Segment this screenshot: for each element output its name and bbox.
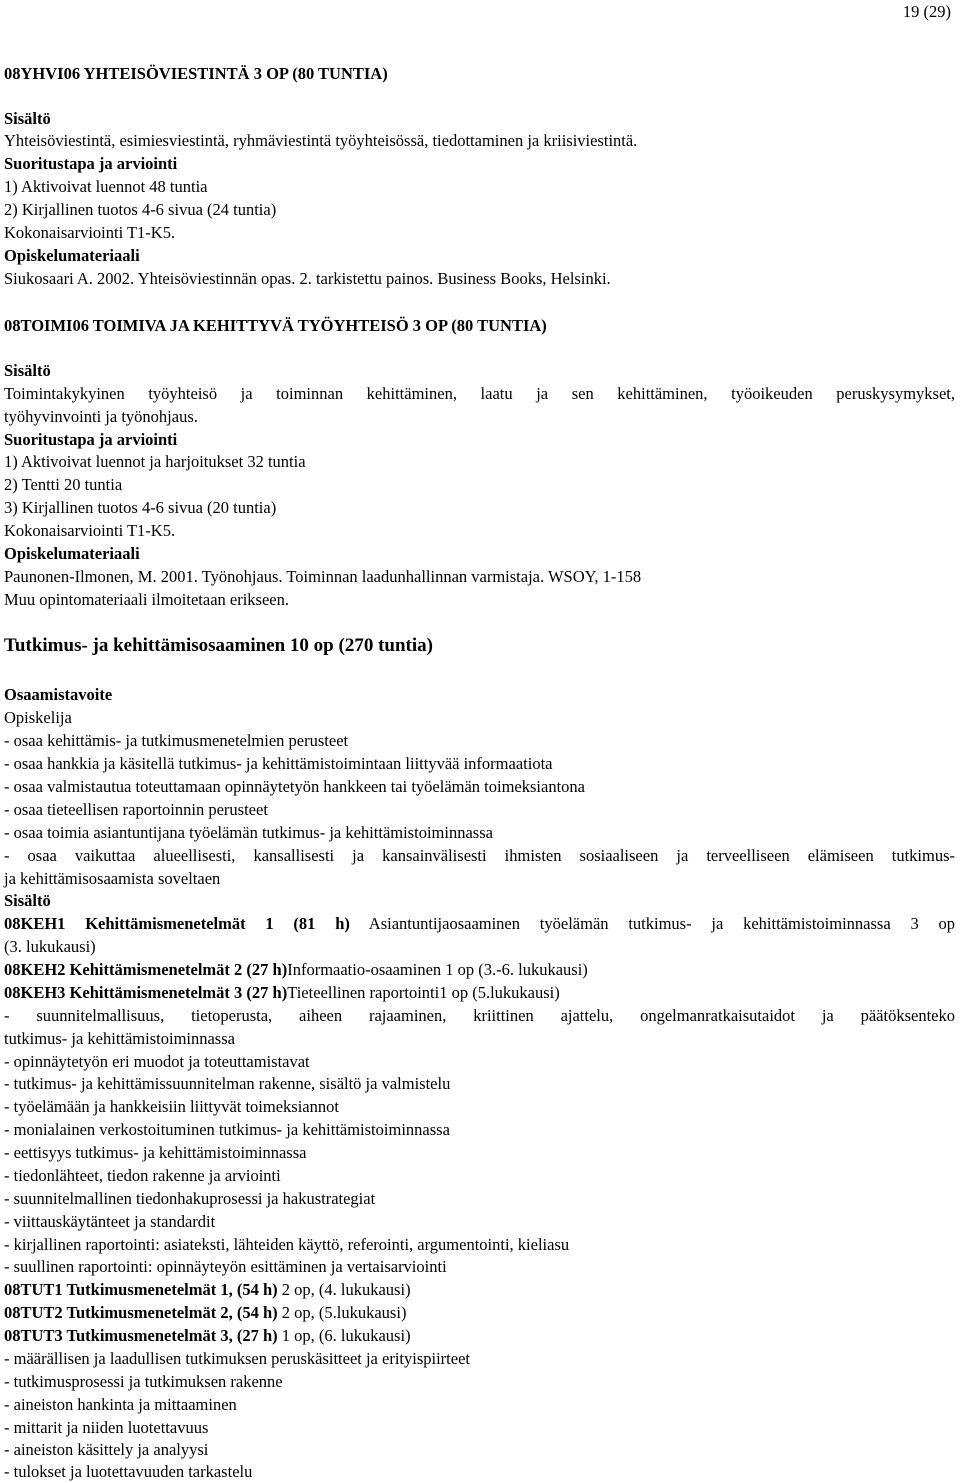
method-item: 2) Kirjallinen tuotos 4-6 sivua (24 tuntia) xyxy=(4,200,277,219)
goal-item: - osaa tieteellisen raportoinnin perusteet xyxy=(4,800,268,819)
goal-item: - osaa toimia asiantuntijana työelämän tutkimus- ja kehittämistoiminnassa xyxy=(4,823,493,842)
course-desc: 1 op, (6. lukukausi) xyxy=(277,1326,411,1345)
tut-item: - tulokset ja luotettavuuden tarkastelu xyxy=(4,1462,253,1481)
keh-item: - tiedonlähteet, tiedon rakenne ja arviointi xyxy=(4,1166,281,1185)
goal-item: - osaa hankkia ja käsitellä tutkimus- ja kehittämistoimintaan liittyvää informaatiota xyxy=(4,754,553,773)
course-code: 08KEH3 Kehittämismenetelmät 3 (27 h) xyxy=(4,983,288,1002)
keh-item: - tutkimus- ja kehittämissuunnitelman rakenne, sisältö ja valmistelu xyxy=(4,1074,451,1093)
course-code: 08KEH1 Kehittämismenetelmät 1 (81 h) xyxy=(4,914,350,933)
method-heading: Suoritustapa ja arviointi xyxy=(4,154,178,173)
tut-item: - määrällisen ja laadullisen tutkimuksen peruskäsitteet ja erityispiirteet xyxy=(4,1349,470,1368)
goal-item-cont: ja kehittämisosaamista soveltaen xyxy=(4,869,221,888)
course-code: 08TUT2 Tutkimusmenetelmät 2, (54 h) xyxy=(4,1303,278,1322)
content-text: Toimintakykyinen työyhteisö ja toiminnan kehittäminen, laatu ja sen kehittäminen, työoikeuden peruskysymykset, xyxy=(4,384,955,403)
goal-item: - osaa kehittämis- ja tutkimusmenetelmien perusteet xyxy=(4,731,349,750)
course-code: 08KEH2 Kehittämismenetelmät 2 (27 h) xyxy=(4,960,288,979)
keh-item: - eettisyys tutkimus- ja kehittämistoiminnassa xyxy=(4,1143,307,1162)
method-item: 1) Aktivoivat luennot 48 tuntia xyxy=(4,177,208,196)
course-keh1 xyxy=(4,913,955,935)
content-text: Yhteisöviestintä, esimiesviestintä, ryhmäviestintä työyhteisössä, tiedottaminen ja kriisiviestintä. xyxy=(4,131,638,150)
method-item: Kokonaisarviointi T1-K5. xyxy=(4,521,176,540)
content-text-cont: työhyvinvointi ja työnohjaus. xyxy=(4,407,198,426)
course-desc: 2 op, (4. lukukausi) xyxy=(277,1280,411,1299)
method-item: 1) Aktivoivat luennot ja harjoitukset 32 tuntia xyxy=(4,452,306,471)
keh-item: - suullinen raportointi: opinnäyteyön esittäminen ja vertaisarviointi xyxy=(4,1257,447,1276)
keh-item: - suunnitelmallinen tiedonhakuprosessi ja hakustrategiat xyxy=(4,1189,376,1208)
content-heading: Sisältö xyxy=(4,109,51,128)
keh-item: - suunnitelmallisuus, tietoperusta, aiheen rajaaminen, kriittinen ajattelu, ongelmanratkaisutaidot ja päätöksenteko xyxy=(4,1006,955,1025)
goal-item: - osaa vaikuttaa alueellisesti, kansallisesti ja kansainvälisesti ihmisten sosiaaliseen ja terveelliseen elämiseen tutkimus- xyxy=(4,846,955,865)
material-item: Siukosaari A. 2002. Yhteisöviestinnän opas. 2. tarkistettu painos. Business Books, Helsinki. xyxy=(4,269,611,288)
material-item: Paunonen-Ilmonen, M. 2001. Työnohjaus. Toiminnan laadunhallinnan varmistaja. WSOY, 1-158 xyxy=(4,567,642,586)
course-keh2 xyxy=(4,959,588,981)
material-heading: Opiskelumateriaali xyxy=(4,544,140,563)
keh-item: - viittauskäytänteet ja standardit xyxy=(4,1212,216,1231)
learner-label: Opiskelija xyxy=(4,708,72,727)
course-desc: Tieteellinen raportointi1 op (5.lukukausi) xyxy=(287,983,560,1002)
method-item: 2) Tentti 20 tuntia xyxy=(4,475,123,494)
section-title-tk: Tutkimus- ja kehittämisosaaminen 10 op (270 tuntia) xyxy=(4,635,433,656)
course-code: 08TUT3 Tutkimusmenetelmät 3, (27 h) xyxy=(4,1326,278,1345)
course-code: 08TUT1 Tutkimusmenetelmät 1, (54 h) xyxy=(4,1280,278,1299)
course-keh1-cont: (3. lukukausi) xyxy=(4,937,96,956)
course-tut2 xyxy=(4,1302,406,1324)
tut-item: - aineiston käsittely ja analyysi xyxy=(4,1440,209,1459)
material-heading: Opiskelumateriaali xyxy=(4,246,140,265)
goal-heading: Osaamistavoite xyxy=(4,685,113,704)
method-item: Kokonaisarviointi T1-K5. xyxy=(4,223,176,242)
course-keh3 xyxy=(4,982,560,1004)
method-heading: Suoritustapa ja arviointi xyxy=(4,430,178,449)
section-title-toimi06: 08TOIMI06 TOIMIVA JA KEHITTYVÄ TYÖYHTEISÖ 3 OP (80 TUNTIA) xyxy=(4,316,547,335)
course-desc: Informaatio-osaaminen 1 op (3.-6. lukukausi) xyxy=(287,960,588,979)
tut-item: - aineiston hankinta ja mittaaminen xyxy=(4,1395,237,1414)
section-title-yhvi06: 08YHVI06 YHTEISÖVIESTINTÄ 3 OP (80 TUNTIA) xyxy=(4,64,388,83)
keh-item-cont: tutkimus- ja kehittämistoiminnassa xyxy=(4,1029,235,1048)
tut-item: - mittarit ja niiden luotettavuus xyxy=(4,1418,209,1437)
tut-item: - tutkimusprosessi ja tutkimuksen rakenne xyxy=(4,1372,283,1391)
course-desc: Asiantuntijaosaaminen työelämän tutkimus- ja kehittämistoiminnassa 3 op xyxy=(349,914,955,933)
content-heading: Sisältö xyxy=(4,891,51,910)
goal-item: - osaa valmistautua toteuttamaan opinnäytetyön hankkeen tai työelämän toimeksiantona xyxy=(4,777,585,796)
content-heading: Sisältö xyxy=(4,361,51,380)
page-number: 19 (29) xyxy=(902,2,951,21)
course-desc: 2 op, (5.lukukausi) xyxy=(277,1303,407,1322)
keh-item: - kirjallinen raportointi: asiateksti, lähteiden käyttö, referointi, argumentointi, kieliasu xyxy=(4,1235,570,1254)
keh-item: - työelämään ja hankkeisiin liittyvät toimeksiannot xyxy=(4,1097,339,1116)
method-item: 3) Kirjallinen tuotos 4-6 sivua (20 tuntia) xyxy=(4,498,277,517)
keh-item: - opinnäytetyön eri muodot ja toteuttamistavat xyxy=(4,1052,310,1071)
keh-item: - monialainen verkostoituminen tutkimus- ja kehittämistoiminnassa xyxy=(4,1120,450,1139)
course-tut1 xyxy=(4,1279,411,1301)
material-item: Muu opintomateriaali ilmoitetaan erikseen. xyxy=(4,590,289,609)
course-tut3 xyxy=(4,1325,411,1347)
